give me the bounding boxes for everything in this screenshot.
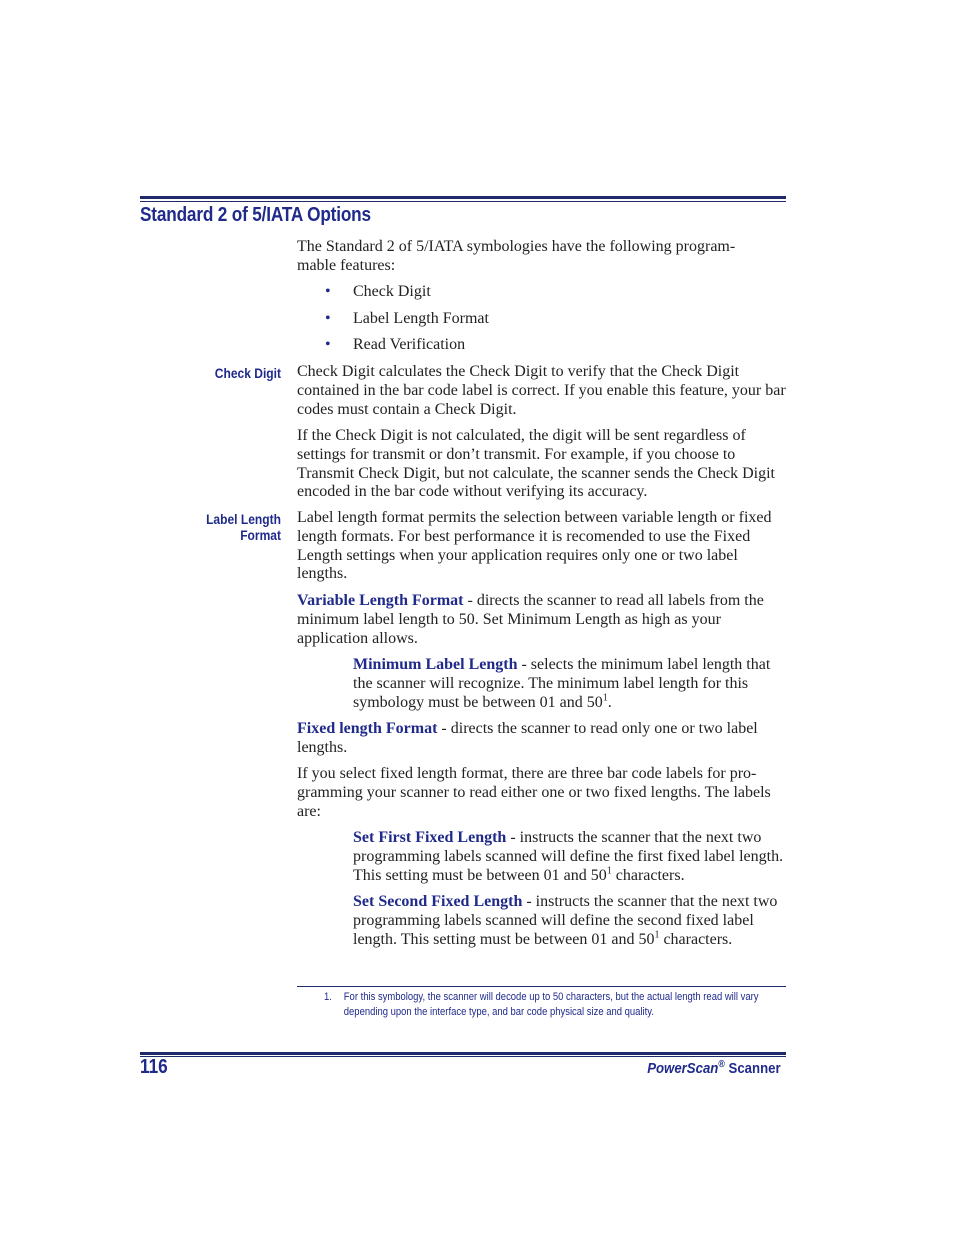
set-second-fixed-term: Set Second Fixed Length	[353, 893, 523, 910]
footnote-number: 1.	[324, 991, 332, 1003]
intro-line-1: The Standard 2 of 5/IATA symbologies have the following program-	[297, 238, 736, 255]
fixed-length-text: - directs the scanner to read only one or two label lengths.	[297, 720, 758, 756]
set-first-fixed-text: - instructs the scanner that the next two programming labels scanned will define the first fixed label length. This setting must be between 01 and 50	[353, 829, 784, 884]
footnote-rule	[297, 986, 786, 987]
set-first-fixed-tail: characters.	[611, 866, 685, 884]
header-rule	[140, 196, 786, 199]
feature-label: Read Verification	[353, 336, 466, 353]
side-heading-check-digit: Check Digit	[214, 365, 281, 381]
bullet-icon: •	[325, 336, 331, 353]
variable-length-term: Variable Length Format	[297, 592, 464, 609]
footer-rule-thin	[140, 1056, 786, 1057]
set-first-fixed-term: Set First Fixed Length	[353, 829, 507, 846]
variable-length-text: - directs the scanner to read all labels from the minimum label length to 50. Set Minimum Length as high as your application allows.	[297, 592, 764, 647]
check-digit-paragraph-2: If the Check Digit is not calculated, the digit will be sent regardless of settings for transmit or don’t transmit. For example, if you choose to Transmit Check Digit, but not calculate, the scanner sends the Check Digit encoded in the bar code without verifying its accuracy.	[297, 427, 775, 501]
check-digit-paragraph-1: Check Digit calculates the Check Digit to verify that the Check Digit contained in the bar code label is correct. If you enable this feature, your bar codes must contain a Check Digit.	[297, 363, 786, 418]
intro-paragraph	[297, 238, 789, 276]
footer-product-title	[648, 1060, 781, 1077]
side-heading-line-1: Label Length	[206, 511, 281, 527]
registered-mark: ®	[718, 1059, 726, 1070]
footer-rule	[140, 1052, 786, 1055]
footnote-ref: 1	[654, 929, 660, 941]
footnote-text: For this symbology, the scanner will decode up to 50 characters, but the actual length read will vary depending upon the interface type, and bar code physical size and quality.	[343, 991, 759, 1018]
footnote-ref: 1	[602, 692, 608, 704]
feature-label: Check Digit	[353, 283, 431, 300]
bullet-icon: •	[325, 283, 331, 300]
feature-list-item	[325, 283, 625, 302]
side-heading-line-2: Format	[240, 527, 281, 543]
set-second-fixed-text: - instructs the scanner that the next two programming labels scanned will define the second fixed label length. This setting must be between 01 and 50	[353, 893, 778, 948]
section-title: Standard 2 of 5/IATA Options	[140, 204, 371, 226]
minimum-length-text: - selects the minimum label length that the scanner will recognize. The minimum label length for this symbology must be between 01 and 50	[353, 656, 771, 711]
set-second-fixed-tail: characters.	[659, 930, 733, 948]
fixed-length-paragraph	[297, 720, 789, 758]
variable-length-paragraph	[297, 592, 789, 648]
minimum-length-tail: .	[607, 693, 612, 711]
bullet-icon: •	[325, 310, 331, 327]
footer-product-name: PowerScan	[647, 1060, 719, 1077]
page-number: 116	[140, 1056, 168, 1078]
minimum-length-term: Minimum Label Length	[353, 656, 518, 673]
feature-list-item	[325, 336, 625, 355]
set-second-fixed-paragraph	[353, 893, 789, 949]
minimum-length-paragraph	[353, 656, 789, 712]
fixed-length-term: Fixed length Format	[297, 720, 438, 737]
set-first-fixed-paragraph	[353, 829, 789, 885]
label-length-paragraph: Label length format permits the selection between variable length or fixed length formats. For best performance it is recomended to use the Fixed Length settings when your application requires only one or two label lengths.	[297, 509, 772, 583]
header-rule-thin	[140, 201, 786, 202]
side-heading-label-length	[143, 511, 281, 543]
footnote-ref: 1	[606, 865, 612, 877]
footer-product-suffix: Scanner	[725, 1060, 781, 1077]
intro-line-2: mable features:	[297, 256, 396, 274]
feature-list-item	[325, 310, 625, 329]
feature-label: Label Length Format	[353, 310, 489, 327]
footnote	[324, 990, 788, 1020]
fixed-length-labels-paragraph: If you select fixed length format, there are three bar code labels for pro-gramming your scanner to read either one or two fixed lengths. The labels are:	[297, 765, 771, 820]
